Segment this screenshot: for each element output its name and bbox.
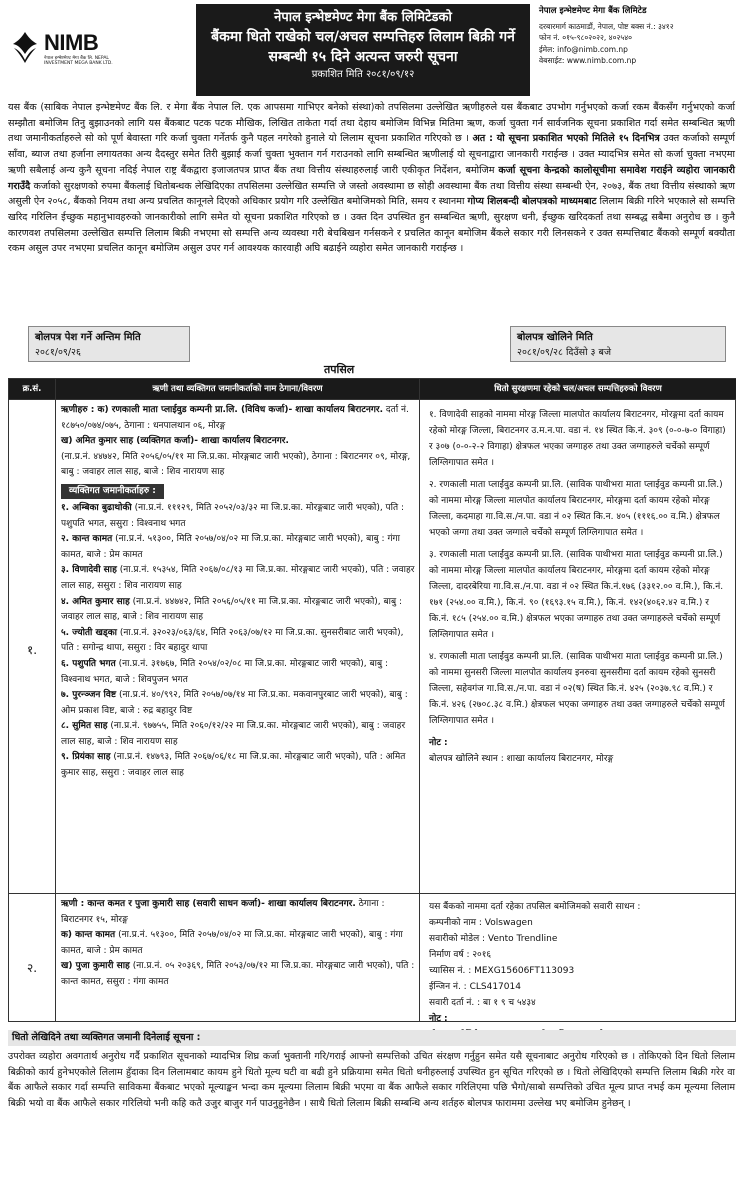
guarantor-detail: (ना.प्र.नं. ५१३००, मिति २०५७/०४/०२ मा जि.प्र.का. मोरङ्गबाट जारी भएको), बाबु : गंगा कामत, बाजे : प्रेम कामत [61,534,400,560]
bid-open-label: बोलपत्र खोलिने मिति [517,332,593,343]
bank-logo [10,28,122,68]
intro-part-1: यस बैंक (साबिक नेपाल इन्भेष्टमेण्ट बैंक लि. र मेगा बैंक नेपाल लि. एक आपसमा गाभिएर बनेको संस्था)को तपसिलमा उल्लेखित ऋणीहरुले यस बैंकबाट उपभोग गर्नुभएको कर्जा रकम बैंकसँग गर्नुभएको कर्जा सम्झौता बमोजिम तिनु बुझाउनको लागि यस बैंकबाट पटक पटक मौखिक, लिखित ताकेता गर्दा तथा देहाय बमोजिम विभिन्न मितिमा ऋण, कर्जा चुक्ता गर्न सार्वजनिक सूचना प्रकाशित गर्दा समेत सम्बन्धित ऋणी तथा जमानीकर्ताहरुले सो को पूर्ण बेवास्ता गरि कर्जा चुक्ता गर्नेतर्फ कुनै पहल नगरेको हुनाले यो लिलाम सूचना प्रकाशित गरिएको छ । [8,102,735,145]
guarantor-detail: (ना.प्र.नं. ९७७५५, मिति २०६०/१२/२२ मा जि.प्र.का. मोरङ्गबाट जारी भएको), बाबु : जवाहर लाल साह, बाजे : शिव नारायण साह [61,721,406,747]
row-2-borrower-address: ठेगाना : बिराटनगर १५, मोरङ्ग [61,899,385,925]
borrower-b-detail: (ना.प्र.नं. ४४७४२, मिति २०५६/०५/११ मा जि.प्र.का. मोरङ्गबाट जारी भएको), ठेगाना : बिराटनगर ०९, मोरङ्ग, बाबु : जवाहर लाल साह, बाजे : शिव नारायण साह [61,451,411,478]
bid-submit-label: बोलपत्र पेश गर्ने अन्तिम मिति [35,332,141,343]
borrower-a-name: ऋणीहरु : क) रणकाली माता प्लाईवुड कम्पनी प्रा.लि. (विविध कर्जा)- शाखा कार्यालय बिराटनगर. [61,405,384,415]
intro-paragraph [8,100,735,257]
guarantor-name: २. कान्त कामत [61,534,113,545]
footer-text: उपरोक्त व्यहोरा अवगतार्थ अनुरोध गर्दै प्रकाशित सूचनाको म्यादभित्र शिघ्र कर्जा भुक्तानी गरि/गराई आफ्नो सम्पत्तिको उचित संरक्षण गर्नुहुन समेत यसै सूचनाबाट अनुरोध गरिएको छ । तोकिएको दिन धितो लिलाम बिक्रीको कार्य हुनेभएकोले लिलाम हुँदाका दिन लिलामबाट कायम हुने धितो मूल्य घटी वा बढी हुने प्रक्रियामा समेत धितो धनीहरुलाई उपस्थित हुन सूचित गरिएको छ । धितो लेखिदिएको सम्पत्ति लिलाम बिक्री गरेर वा बैंक आफैले सकार गर्दा सम्पत्ति साविकमा बैंकबाट भएको मूल्याङ्कन भन्दा कम मूल्यमा लिलाम बिक्री भएमा वा बैंक आफैले सकार गरिलिएमा पछि भैगो/साबो सम्पत्तिको उचित मूल्य प्राप्त नभई कम मूल्यमा लिलाम बिक्री भयो वा बैंक आफैले सकार गरिलियो भनी कहि कतै उजुर बाजुर गर्न पाउनुहुनेछैन । साथै धितो लिलाम बिक्री सम्बन्धि अन्य शर्तहरु बोलपत्र फाराममा उल्लेख भए बमोजिम हुनेछन् । [8,1051,735,1109]
guarantor-list [61,501,415,782]
logo-text: NIMB [44,30,99,55]
col-divider [55,379,56,1021]
vehicle-chassis: च्यासिस नं. : MEXG15606FT113093 [429,966,575,976]
row-2-a-detail: (ना.प्र.नं. ५१३००, मिति २०५७/०४/०२ मा जि.प्र.का. मोरङ्गबाट जारी भएको), बाबु : गंगा कामत, बाजे : प्रेम कामत [61,930,403,956]
borrower-a-detail: दर्ता नं. १८७५०/०७४/०७५, ठेगाना : धनपालथान ०६, मोरङ्ग [61,405,409,431]
vehicle-year: निर्माण वर्ष : २०१६ [429,950,492,960]
schedule-heading: तपसिल [324,363,355,376]
vehicle-company: कम्पनीको नाम : Volswagen [429,918,533,928]
row-divider [9,893,735,894]
row-2-collateral [429,899,727,1043]
bid-submit-date-box [28,326,190,362]
guarantor-name: ८. सुमित साह [61,721,108,732]
title-line-2: बैंकमा धितो राखेको चल/अचल सम्पत्तिहरु लिलाम बिक्री गर्ने [211,29,515,45]
intro-part-2: उक्त कर्जाको सम्पूर्ण साँवा, ब्याज तथा हर्जाना लगायतका अन्य दैदस्तुर समेत तिरी बुझाई कर्जा चुक्ता भुक्तान गर्न गराउनको लागि सम्बन्धित ऋणीलाई यो सूचनाद्वारा जानकारी गराईन्छ । उक्त म्यादभित्र समेत सो कर्जा चुक्ता नभएमा ऋणी सबैलाई अन्य कुनै सूचना नदिई नेपाल राष्ट्र बैंकद्वारा इजाजतपत्र प्राप्त बैंक तथा वित्तीय संस्थाहरुलाई जारी एकीकृत निर्देशन, बमोजिम [8,133,735,176]
guarantor-item [61,750,415,781]
row-1-borrowers [61,403,415,782]
row-2-borrowers [61,897,415,991]
collateral-item: ३. रणकाली माता प्लाईवुड कम्पनी प्रा.लि. (साविक पाथीभरा माता प्लाईवुड कम्पनी प्रा.लि.) को नाममा मोरङ्ग जिल्ला मालपोत कार्यालय बिराटनगर, मोरङ्गमा दर्ता कायम रहेको मोरङ्ग जिल्ला, दादरबेरिया गा.वि.स./न.पा. वडा नं ०२ स्थित कि.नं.१७६ (३३१२.०० व.मि.), कि.नं. १७१ (२५४.०० व.मि.), कि.नं. ९० (१६९३.१५ व.मि.), कि.नं. १४२(४०६२.४२ व.मि.) र कि.नं. १८५ (२५४.०० व.मि.) क्षेत्रफल भएका जग्गाहरु तथा उक्त जग्गाहरुले चर्चेको सम्पूर्ण लिग्लिगापात समेत । [429,550,724,640]
col-header-collateral: धितो सुरक्षणमा रहेको चल/अचल सम्पत्तिहरुको विवरण [420,379,736,399]
guarantor-detail: (ना.प्र.नं. ३२०२३/०६३/६४, मिति २०६३/०७/१२ मा जि.प्र.का. सुनसरीबाट जारी भएको), पति : सगोन्द्र थापा, ससुरा : विर बहादुर थापा [61,627,404,654]
title-line-1: नेपाल इन्भेष्टमेण्ट मेगा बैंक लिमिटेडको [274,10,452,25]
published-date: प्रकाशित मिति २०८१/०९/१२ [311,69,415,80]
intro-part-3: कर्जाको सुरक्षणको रुपमा बैंकलाई धितोबन्धक लेखिदिएका तपसिलमा उल्लेखित सम्पत्ति जे जस्तो अवस्थामा छ सोही अवस्थामा बैंक तथा वित्तीय संस्था सम्बन्धी ऐन, २०७३, बैंक तथा वित्तीय संस्थाको ऋण असुली ऐन २०५८, बैंकको नियम तथा अन्य प्रचलित कानूनले दिएको अधिकार प्रयोग गरि उल्लेखित बमोजिमको मिति, समय र स्थानमा [8,180,735,208]
guarantor-detail: (ना.प्र.नं. १५३५४, मिति २०६७/०८/१३ मा जि.प्र.का. मोरङ्गबाट जारी भएको), पति : जवाहर लाल साह, ससुरा : शिव नारायण साह [61,565,415,591]
row-1-serial: १. [26,643,38,657]
bid-open-value: २०८१/०९/२८ दिउँसो ३ बजे [517,347,611,358]
borrower-b-name: ख) अमित कुमार साह (व्यक्तिगत कर्जा)- शाखा कार्यालय बिराटनगर. [61,436,289,447]
col-header-borrower: ऋणी तथा व्यक्तिगत जमानीकर्ताको नाम ठेगाना/विवरण [56,379,419,399]
intro-part-4: लिलाम बिक्री गरिने भएकाले सो सम्पत्ति खरिद गरिलिन ईच्छुक महानुभावहरुको जानकारीको लागि समेत यो सूचना प्रकाशित गरिएको छ । उक्त दिन उपस्थित हुन सम्बन्धित ऋणी, सुरक्षण धनी, ईच्छुक खरिदकर्ता तथा सम्बद्ध सबैमा अनुरोध छ । कुनै कारणवश तपसिलमा उल्लेखित सम्पत्ति लिलाम बिक्री नभएमा सो सम्पत्ति अन्य व्यवस्था गरी बेचबिखन गर्नसकने र प्रचलित कानून बमोजिम बैंकले सकार गरी लिनसकने र उक्त सम्पत्तिबाट बैंकको सम्पूर्ण बक्यौता रकम असुल उपर नभएमा प्रचलित कानून बमोजिम असुल उपर गर्न आवश्यक कारवाही अघि बढाईने व्यहोरा समेत जानकारी गराईन्छ । [8,196,735,255]
collateral-item: २. रणकाली माता प्लाईवुड कम्पनी प्रा.लि. (साविक पाथीभरा माता प्लाईवुड कम्पनी प्रा.लि.) को नाममा मोरङ्ग जिल्ला मालपोत कार्यालय बिराटनगर, मोरङ्गमा दर्ता कायम रहेको मोरङ्ग जिल्ला, कदमाहा गा.वि.स./न.पा. वडा नं ०२ स्थित कि.न. ४०५ (१११६.०० व.मि.) क्षेत्रफल भएको जग्गा तथा उक्त जग्गाले चर्चेको सम्पूर्ण लिग्लिगापात समेत । [429,480,723,538]
intro-bold-2: कर्जा सूचना केन्द्रको कालोसूचीमा समावेश गराईने व्यहोरा जानकारी गराउँदै [8,164,735,192]
header [0,0,743,96]
row-2-a-name: क) कान्त कामत [61,930,116,941]
col-header-serial: क्र.सं. [9,379,55,399]
collateral-item: ४. रणकाली माता प्लाईवुड कम्पनी प्रा.लि. (साविक पाथीभरा माता प्लाईवुड कम्पनी प्रा.लि.) को नाममा सुनसरी जिल्ला मालपोत कार्यालय इनरुवा सुनसरीमा दर्ता कायम रहेको सुनसरी जिल्ला, सहेवगंज गा.वि.स./न.पा. वडा नं ०२(ष) स्थित कि.नं. ४२५ (२०३७.९८ व.मि.) र कि.नं. ४२६ (२७०८.३८ व.मि.) क्षेत्रफल भएका जग्गाहरु तथा उक्त जग्गाहरुले चर्चेको सम्पूर्ण लिग्लिगापात समेत । [429,652,725,726]
guarantor-heading: व्यक्तिगत जमानीकर्ताहरु : [61,484,164,499]
guarantor-name: ६. पशुपति भगत [61,658,116,669]
bank-address [539,6,739,67]
guarantor-name: ५. ज्योती खड्का [61,627,117,638]
row-1-collateral [429,407,727,767]
guarantor-item [61,719,415,750]
vehicle-model: सवारीको मोडेल : Vento Trendline [429,934,558,944]
website-line: वेबसाईट: www.nimb.com.np [539,56,637,65]
guarantor-name: १. अम्बिका बुढाथोकी [61,502,132,513]
address-line: दरबारमार्ग काठमाडौं, नेपाल, पोष्ट बक्स नं.: ३४१२ [539,21,674,31]
guarantor-detail: (ना.प्र.नं. ४०/९९२, मिति २०५७/०७/१४ मा जि.प्र.का. मकवानपुरबाट जारी भएको), बाबु : ओम प्रकाश विष्ट, बाजे : रुद्र बहादुर विष्ट [61,690,408,716]
guarantor-name: ४. अमित कुमार साह [61,596,130,607]
vehicle-registration: सवारी दर्ता नं. : बा १ ९ च ५४३४ [429,998,536,1008]
schedule-table [8,378,736,1022]
bid-submit-value: २०८१/०९/२६ [35,347,81,358]
email-line: ईमेल: info@nimb.com.np [539,44,628,54]
title-banner [196,4,530,96]
guarantor-name: ९. प्रियंका साह [61,752,111,763]
col-divider [419,379,420,1021]
guarantor-name: ७. पुरन्ञ्जन विष्ट [61,690,117,701]
row-2-borrower: ऋणी : कान्त कमत र पुजा कुमारी साह (सवारी साधन कर्जा)- शाखा कार्यालय बिराटनगर. [61,899,356,909]
guarantor-detail: (ना.प्र.नं. ३१७६७, मिति २०५४/०२/०८ मा जि.प्र.का. मोरङ्गबाट जारी भएको), बाबु : विश्वनाथ भगत, बाजे : शिवपुजन भगत [61,658,389,685]
row-divider [9,399,735,400]
guarantor-item [61,501,415,532]
intro-bold-3: गोप्य शिलबन्दी बोलपत्रको माध्यमबाट [467,196,597,208]
collateral-list [429,407,727,729]
bid-open-date-box [510,326,726,362]
guarantor-detail: (ना.प्र.नं. १४७९३, मिति २०६७/०६/१८ मा जि.प्र.का. मोरङ्गबाट जारी भएको), पति : अमित कुमार साह, ससुरा : जवाहर लाल साह [61,752,406,779]
emblem-icon [10,30,40,64]
footer-heading: धितो लेखिदिने तथा व्यक्तिगत जमानी दिनेलाई सूचना : [8,1030,736,1046]
phone-line: फोन नं. ०१५-९८०२०२२, ४०२५४० [539,33,633,42]
guarantor-item [61,563,415,594]
intro-bold-1: अत : यो सूचना प्रकाशित भएको मितिले १५ दिनभित्र [472,133,660,145]
row-2-serial: २. [26,961,38,975]
collateral-item: १. विणादेवी साहको नाममा मोरङ्ग जिल्ला मालपोत कार्यालय बिराटनगर, मोरङ्गमा दर्ता कायम रहेको मोरङ्ग जिल्ला, बिराटनगर उ.म.न.पा. वडा नं. १४ स्थित कि.नं. ३०९ (०-०-७-० विगाहा) र ३०७ (०-०-२-२ विगाहा) क्षेत्रफल भएका जग्गाहरु तथा उक्त जग्गाहरुले चर्चेको सम्पूर्ण लिग्लिगापात समेत । [429,410,726,468]
row-2-b-detail: (ना.प्र.नं. ०५ २०३६९, मिति २०५३/०७/१२ मा जि.प्र.का. मोरङ्गबाट जारी भएको), पति : कान्त कामत, ससुरा : गंगा कामत [61,961,415,987]
guarantor-item [61,532,415,563]
row-1-note-text: बोलपत्र खोलिने स्थान : शाखा कार्यालय बिराटनगर, मोरङ्ग [429,754,614,764]
title-line-3: सम्बन्धी १५ दिने अत्यन्त जरुरी सूचना [268,49,458,65]
guarantor-item [61,657,415,688]
logo-subtext: नेपाल इन्भेष्टमेण्ट मेगा बैंक लि. NEPAL INVESTMENT MEGA BANK LTD. [44,56,113,66]
row-1-note-label: नोट : [429,738,448,748]
vehicle-intro: यस बैंकको नाममा दर्ता रहेका तपसिल बमोजिमको सवारी साधन : [429,902,641,912]
vehicle-engine: ईन्जिन नं. : CLS417014 [429,982,521,992]
row-2-b-name: ख) पुजा कुमारी साह [61,961,130,972]
guarantor-item [61,688,415,719]
row-2-note-label: नोट : [429,1014,448,1024]
guarantor-detail: (ना.प्र.नं. ४४७४२, मिति २०५६/०५/११ मा जि.प्र.का. मोरङ्गबाट जारी भएको), बाबु : जवाहर लाल साह, बाजे : शिव नारायण साह [61,596,403,623]
guarantor-name: ३. विणादेवी साह [61,565,117,576]
address-bank-name: नेपाल इन्भेष्टमेण्ट मेगा बैंक लिमिटेड [539,6,647,16]
guarantor-item [61,595,415,626]
guarantor-detail: (ना.प्र.नं. १११२९, मिति २०५२/०३/३२ मा जि.प्र.का. मोरङ्गबाट जारी भएको), पति : पशुपति भगत, ससुरा : विश्वनाथ भगत [61,502,405,529]
guarantor-item [61,626,415,657]
